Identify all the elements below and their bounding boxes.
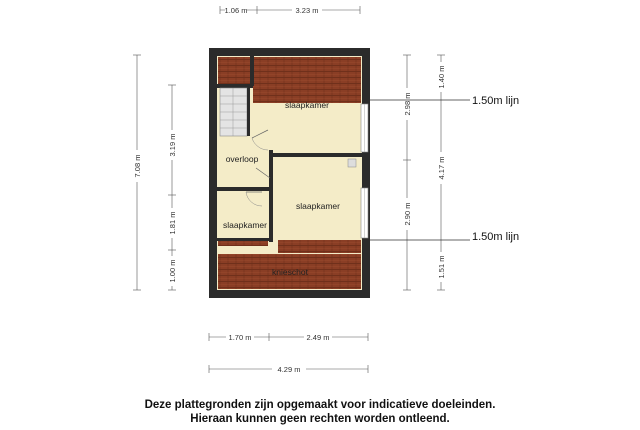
- room-label-knieschot: knieschot: [272, 267, 308, 277]
- dim-top-right: 3.23 m: [295, 6, 319, 15]
- dim-left-total: 7.08 m: [133, 154, 142, 178]
- building: [209, 48, 370, 298]
- dim-left-middle: 1.81 m: [168, 211, 177, 235]
- dim-left-upper: 3.19 m: [168, 133, 177, 157]
- roof-tiles-lower-right: [278, 240, 361, 253]
- dim-right-inner-top: 2.98 m: [403, 92, 412, 116]
- bottom-dimensions: [209, 332, 368, 374]
- wall-small-bottom: [217, 238, 273, 241]
- top-dimension: [220, 5, 360, 15]
- right-dimensions: [401, 55, 447, 290]
- room-label-slaapkamer-small: slaapkamer: [223, 220, 267, 230]
- dim-right-inner-bottom: 2.90 m: [403, 202, 412, 226]
- wall-vertical: [269, 150, 273, 242]
- dim-right-outer-top: 1.40 m: [437, 65, 446, 89]
- dim-right-outer-middle: 4.17 m: [437, 156, 446, 180]
- stairs: [220, 88, 247, 136]
- dim-bottom-left: 1.70 m: [228, 333, 252, 342]
- dim-right-outer-bottom: 1.51 m: [437, 255, 446, 279]
- room-label-slaapkamer-top: slaapkamer: [285, 100, 329, 110]
- room-label-overloop: overloop: [225, 154, 259, 164]
- room-label-slaapkamer-right: slaapkamer: [296, 201, 340, 211]
- disclaimer-line-2: Hieraan kunnen geen rechten worden ontleend.: [190, 413, 450, 425]
- wall-bedroom-top: [273, 153, 362, 157]
- left-dimensions: [131, 55, 178, 290]
- dim-top-left: 1.06 m: [224, 6, 248, 15]
- dim-bottom-total: 4.29 m: [277, 365, 301, 374]
- dim-left-lower: 1.00 m: [168, 259, 177, 283]
- dim-bottom-right: 2.49 m: [306, 333, 330, 342]
- line-label-lower: 1.50m lijn: [472, 231, 520, 243]
- wall-overloop-bottom: [217, 187, 273, 191]
- disclaimer-line-1: Deze plattegronden zijn opgemaakt voor indicatieve doeleinden.: [144, 399, 496, 411]
- roof-tiles-top: [253, 57, 361, 103]
- line-label-upper: 1.50m lijn: [472, 95, 520, 107]
- roof-tiles-top-left: [218, 57, 250, 84]
